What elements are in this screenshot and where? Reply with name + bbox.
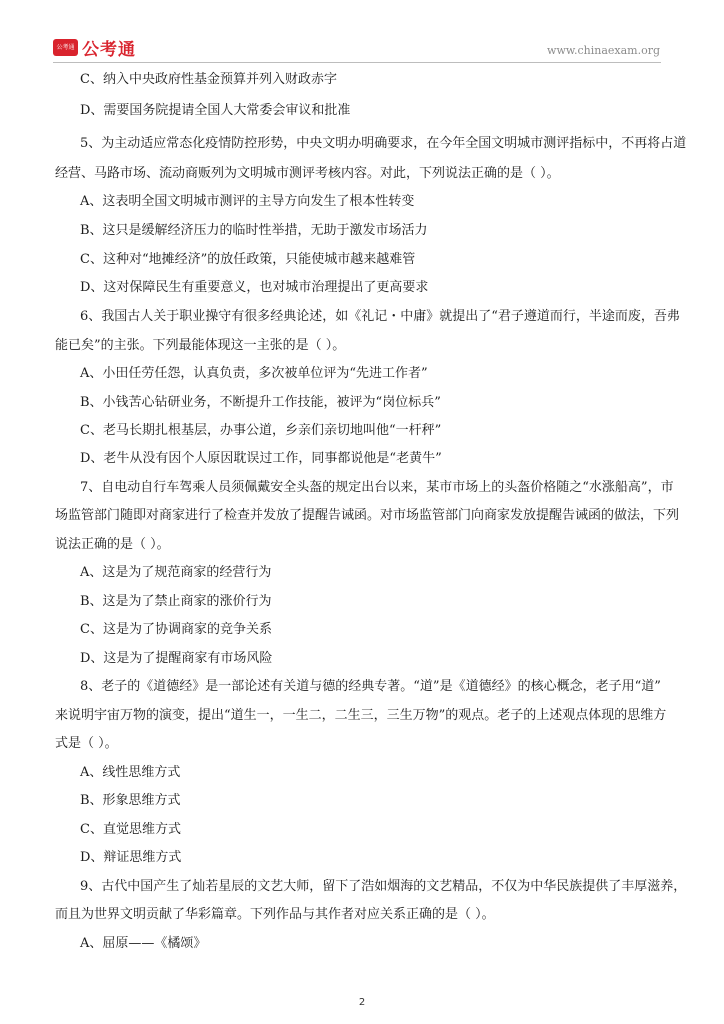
question-line: 经营、马路市场、流动商贩列为文明城市测评考核内容。对此，下列说法正确的是（ ）。 bbox=[55, 166, 560, 181]
page-header bbox=[0, 0, 724, 64]
brand-logo[interactable] bbox=[53, 35, 136, 60]
option-line: C、直觉思维方式 bbox=[80, 822, 181, 837]
site-url[interactable]: www.chinaexam.org bbox=[547, 44, 660, 57]
option-line: C、老马长期扎根基层，办事公道，乡亲们亲切地叫他“一杆秤” bbox=[80, 423, 442, 438]
question-line: 6、我国古人关于职业操守有很多经典论述，如《礼记・中庸》就提出了“君子遵道而行，半途而废，吾弗 bbox=[80, 309, 680, 324]
option-line: D、老牛从没有因个人原因耽误过工作，同事都说他是“老黄牛” bbox=[80, 451, 442, 466]
option-line: D、这是为了提醒商家有市场风险 bbox=[80, 651, 273, 666]
option-line: D、需要国务院提请全国人大常委会审议和批准 bbox=[80, 103, 351, 118]
logo-badge: 公考通 bbox=[53, 39, 78, 56]
option-line: B、这是为了禁止商家的涨价行为 bbox=[80, 594, 272, 609]
option-line: C、纳入中央政府性基金预算并列入财政赤字 bbox=[80, 72, 337, 87]
page-number: 2 bbox=[358, 997, 366, 1008]
option-line: A、小田任劳任怨，认真负责，多次被单位评为“先进工作者” bbox=[80, 366, 428, 381]
option-line: C、这是为了协调商家的竞争关系 bbox=[80, 622, 272, 637]
question-line: 能已矣”的主张。下列最能体现这一主张的是（ ）。 bbox=[55, 338, 346, 353]
question-line: 来说明宇宙万物的演变，提出“道生一，一生二，二生三，三生万物”的观点。老子的上述观点体现的思维方 bbox=[55, 708, 667, 723]
option-line: D、这对保障民生有重要意义，也对城市治理提出了更高要求 bbox=[80, 280, 429, 295]
logo-text: 公考通 bbox=[82, 40, 136, 60]
option-line: A、屈原——《橘颂》 bbox=[80, 936, 207, 951]
question-line: 式是（ ）。 bbox=[55, 736, 118, 751]
question-line: 5、为主动适应常态化疫情防控形势，中央文明办明确要求，在今年全国文明城市测评指标中，不再将占道 bbox=[80, 136, 687, 151]
option-line: B、形象思维方式 bbox=[80, 793, 181, 808]
option-line: B、小钱苦心钻研业务，不断提升工作技能，被评为“岗位标兵” bbox=[80, 395, 441, 410]
option-line: A、这表明全国文明城市测评的主导方向发生了根本性转变 bbox=[80, 194, 415, 209]
option-line: A、这是为了规范商家的经营行为 bbox=[80, 565, 272, 580]
question-line: 场监管部门随即对商家进行了检查并发放了提醒告诫函。对市场监管部门向商家发放提醒告诫函的做法，下列 bbox=[55, 508, 680, 523]
option-line: A、线性思维方式 bbox=[80, 765, 181, 780]
option-line: C、这种对“地摊经济”的放任政策，只能使城市越来越难管 bbox=[80, 252, 416, 267]
question-line: 9、古代中国产生了灿若星辰的文艺大师，留下了浩如烟海的文艺精品，不仅为中华民族提供了丰厚滋养， bbox=[80, 879, 687, 894]
option-line: B、这只是缓解经济压力的临时性举措，无助于激发市场活力 bbox=[80, 223, 428, 238]
question-line: 说法正确的是（ ）。 bbox=[55, 537, 170, 552]
question-line: 而且为世界文明贡献了华彩篇章。下列作品与其作者对应关系正确的是（ ）。 bbox=[55, 907, 495, 922]
question-line: 7、自电动自行车驾乘人员须佩戴安全头盔的规定出台以来，某市市场上的头盔价格随之“水涨船高”，市 bbox=[80, 480, 674, 495]
option-line: D、辩证思维方式 bbox=[80, 850, 182, 865]
header-divider bbox=[53, 62, 661, 63]
question-line: 8、老子的《道德经》是一部论述有关道与德的经典专著。“道”是《道德经》的核心概念，老子用“道” bbox=[80, 679, 661, 694]
